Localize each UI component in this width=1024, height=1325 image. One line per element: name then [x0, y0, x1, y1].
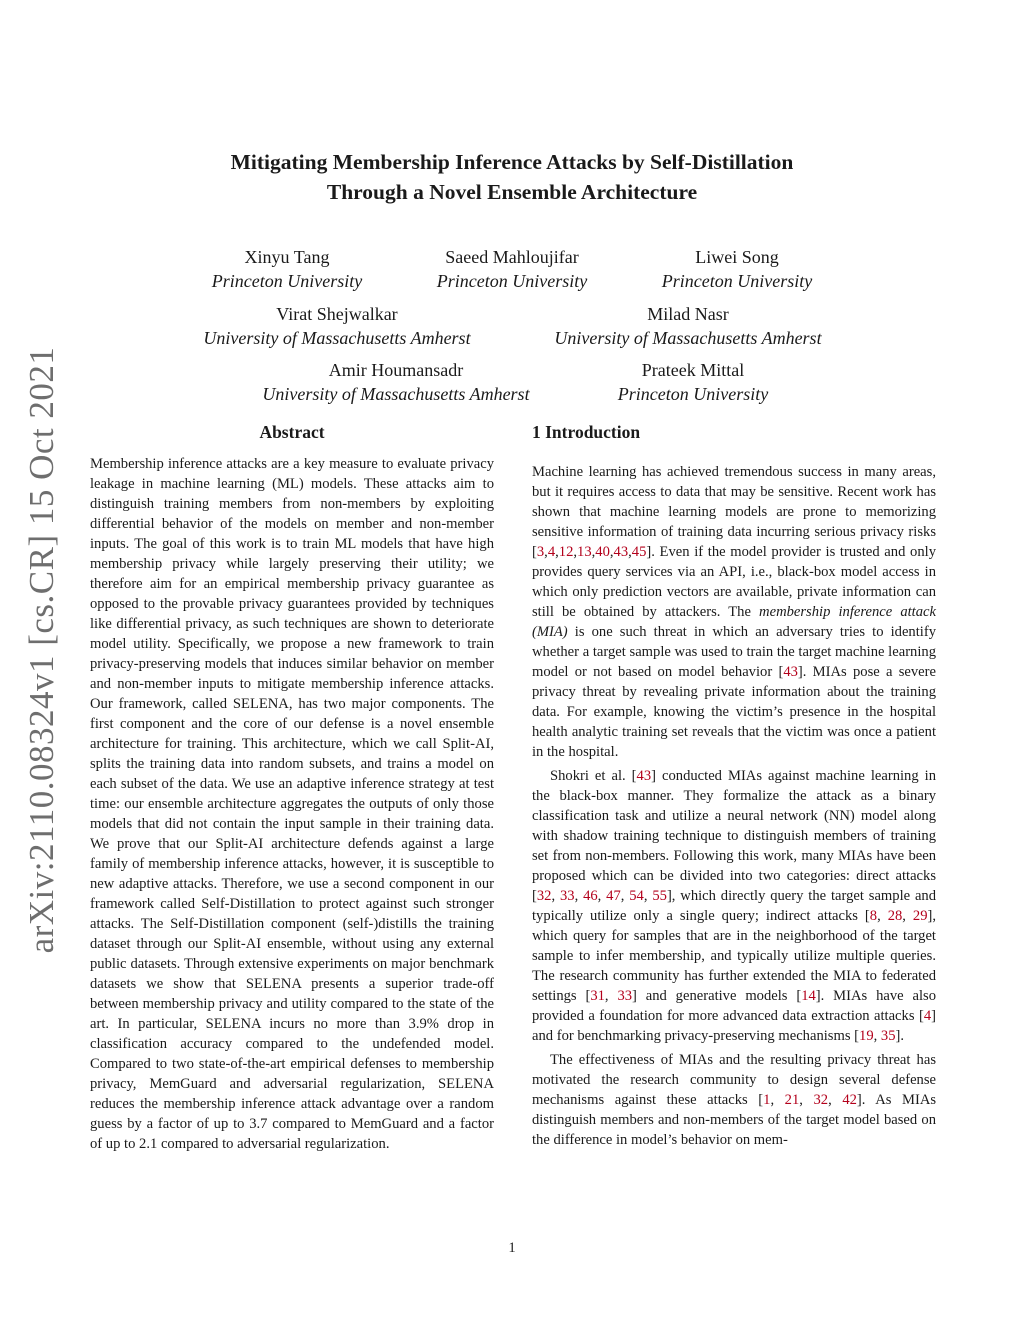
citation-link[interactable]: 19 — [859, 1028, 874, 1044]
author-affiliation: University of Massachusetts Amherst — [262, 384, 530, 404]
introduction-paragraph: Shokri et al. [43] conducted MIAs against machine learning in the black-box manner. They formalize the attack as a binary classification task and utilize a neural network (NN) model along with shadow training technique to distinguish members of training set from non-members. Following this work, many MIAs have been proposed which can be divided into two categories: direct attacks [32, 33, 46, 47, 54, 55], which directly query the target sample and typically utilize only a single query; indirect attacks [8, 28, 29], which query for samples that are in the neighborhood of the target sample to infer membership, and typically utilize multiple queries. The research community has further extended the MIA to federated settings [31, 33] and generative models [14]. MIAs have also provided a foundation for more advanced data extraction attacks [4] and for benchmarking privacy-preserving mechanisms [19, 35]. — [532, 768, 937, 1044]
author-name: Saeed Mahloujifar — [445, 247, 579, 267]
author-name: Liwei Song — [695, 247, 779, 267]
author-affiliation: Princeton University — [661, 271, 813, 291]
citation-link[interactable]: 4 — [923, 1008, 932, 1024]
citation-link[interactable]: 1 — [763, 1092, 771, 1108]
citation-link[interactable]: 3 — [536, 544, 545, 560]
author-block — [662, 245, 812, 293]
author-block — [203, 302, 470, 350]
citation-link[interactable]: 46 — [583, 888, 598, 904]
author-name: Xinyu Tang — [244, 247, 330, 267]
citation-link[interactable]: 54 — [629, 888, 644, 904]
page-number: 1 — [508, 1240, 516, 1256]
citation-link[interactable]: 21 — [784, 1092, 800, 1108]
introduction-paragraph: The effectiveness of MIAs and the resulting privacy threat has motivated the research community to design several defense mechanisms against these attacks [1, 21, 32, 42]. As MIAs distinguish members and non-members of the target model based on the difference in model’s behavior on mem- — [532, 1052, 937, 1148]
author-affiliation: Princeton University — [436, 271, 588, 291]
arxiv-identifier-stamp: arXiv:2110.08324v1 [cs.CR] 15 Oct 2021 — [22, 346, 61, 954]
citation-link[interactable]: 4 — [547, 544, 556, 560]
citation-link[interactable]: 45 — [631, 544, 647, 560]
author-name: Virat Shejwalkar — [276, 304, 398, 324]
author-block — [554, 302, 821, 350]
citation-link[interactable]: 43 — [613, 544, 629, 560]
introduction-column — [532, 420, 936, 1150]
abstract-text: Membership inference attacks are a key measure to evaluate privacy leakage in machine learning (ML) models. These attacks aim to distinguish training members from non-members by exploiting differential behavior of the models on member and non-member inputs. The goal of this work is to train ML models that have high membership privacy while largely preserving their utility; we therefore aim for an empirical membership privacy guarantee as opposed to the provable privacy guarantees provided by techniques like differential privacy, as such techniques are shown to deteriorate model utility. Specifically, we propose a new framework to train privacy-preserving models that induces similar behavior on member and non-member inputs to mitigate membership inference attacks. Our framework, called SELENA, has two major components. The first component and the core of our defense is a novel ensemble architecture for training. This architecture, which we call Split-AI, splits the training data into random subsets, and trains a model on each subset of the data. We use an adaptive inference strategy at test time: our ensemble architecture aggregates the outputs of only those models that did not contain the input sample in their training data. We prove that our Split-AI architecture defends against a large family of membership inference attacks, however, it is susceptible to new adaptive attacks. Therefore, we use a second component in our framework called Self-Distillation to protect against such stronger attacks. The Self-Distillation component (self-)distills the training dataset through our Split-AI ensemble, without using any external public datasets. Through extensive experiments on major benchmark datasets we show that SELENA presents a superior trade-off between membership privacy and utility compared to the state of the art. In particular, SELENA incurs no more than 3.9% drop in classification accuracy compared to the undefended model. Compared to two state-of-the-art empirical defenses to membership privacy, MemGuard and adversarial regularization, SELENA reduces the membership inference attack advantage over a random guess by a factor of up to 3.7 compared to MemGuard and a factor of up to 2.1 compared to adversarial regularization. — [90, 456, 494, 1152]
title-line-1: Mitigating Membership Inference Attacks by Self-Distillation — [230, 150, 794, 174]
author-affiliation: Princeton University — [211, 271, 363, 291]
author-block — [618, 358, 768, 406]
author-name: Amir Houmansadr — [328, 360, 464, 380]
abstract-heading: Abstract — [259, 422, 325, 442]
citation-link[interactable]: 12 — [558, 544, 574, 560]
citation-link[interactable]: 32 — [536, 888, 552, 904]
citation-link[interactable]: 47 — [606, 888, 621, 904]
citation-link[interactable]: 33 — [559, 888, 575, 904]
introduction-heading: 1 Introduction — [532, 422, 641, 442]
citation-link[interactable]: 43 — [636, 768, 652, 784]
introduction-paragraph: Machine learning has achieved tremendous success in many areas, but it requires access to data that may be sensitive. Recent work has shown that machine learning models are prone to memorizing sensitive information of training data incurring serious privacy risks [3,4,12,13,40,43,45]. Even if the model provider is trusted and only provides query services via an API, i.e., black-box model access in which only prediction vectors are available, private information can still be obtained by attackers. The membership inference attack (MIA) is one such threat in which an adversary tries to identify whether a target sample was used to train the target machine learning model or not based on model behavior [43]. MIAs pose a severe privacy threat by revealing private information about the training data. For example, knowing the victim’s presence in the hospital health analytic training set reveals that the victim was once a patient in the hospital. — [532, 464, 936, 760]
title-line-2: Through a Novel Ensemble Architecture — [326, 180, 698, 204]
citation-link[interactable]: 31 — [590, 988, 605, 1004]
author-affiliation: Princeton University — [617, 384, 769, 404]
author-name: Prateek Mittal — [641, 360, 745, 380]
citation-link[interactable]: 55 — [652, 888, 667, 904]
citation-link[interactable]: 28 — [887, 908, 903, 924]
citation-link[interactable]: 43 — [783, 664, 798, 680]
citation-link[interactable]: 14 — [801, 988, 816, 1004]
citation-link[interactable]: 42 — [842, 1092, 857, 1108]
author-name: Milad Nasr — [647, 304, 729, 324]
paper-title — [0, 147, 1024, 207]
citation-link[interactable]: 40 — [595, 544, 610, 560]
citation-link[interactable]: 8 — [869, 908, 878, 924]
emphasis-term: membership inference attack (MIA) — [532, 604, 936, 640]
citation-link[interactable]: 29 — [912, 908, 928, 924]
author-affiliation: University of Massachusetts Amherst — [203, 328, 471, 348]
citation-link[interactable]: 33 — [617, 988, 633, 1004]
author-block — [212, 245, 362, 293]
author-block — [262, 358, 529, 406]
author-block — [437, 245, 587, 293]
author-affiliation: University of Massachusetts Amherst — [554, 328, 822, 348]
citation-link[interactable]: 32 — [813, 1092, 829, 1108]
abstract-column — [90, 420, 494, 1154]
citation-link[interactable]: 13 — [577, 544, 592, 560]
citation-link[interactable]: 35 — [880, 1028, 896, 1044]
